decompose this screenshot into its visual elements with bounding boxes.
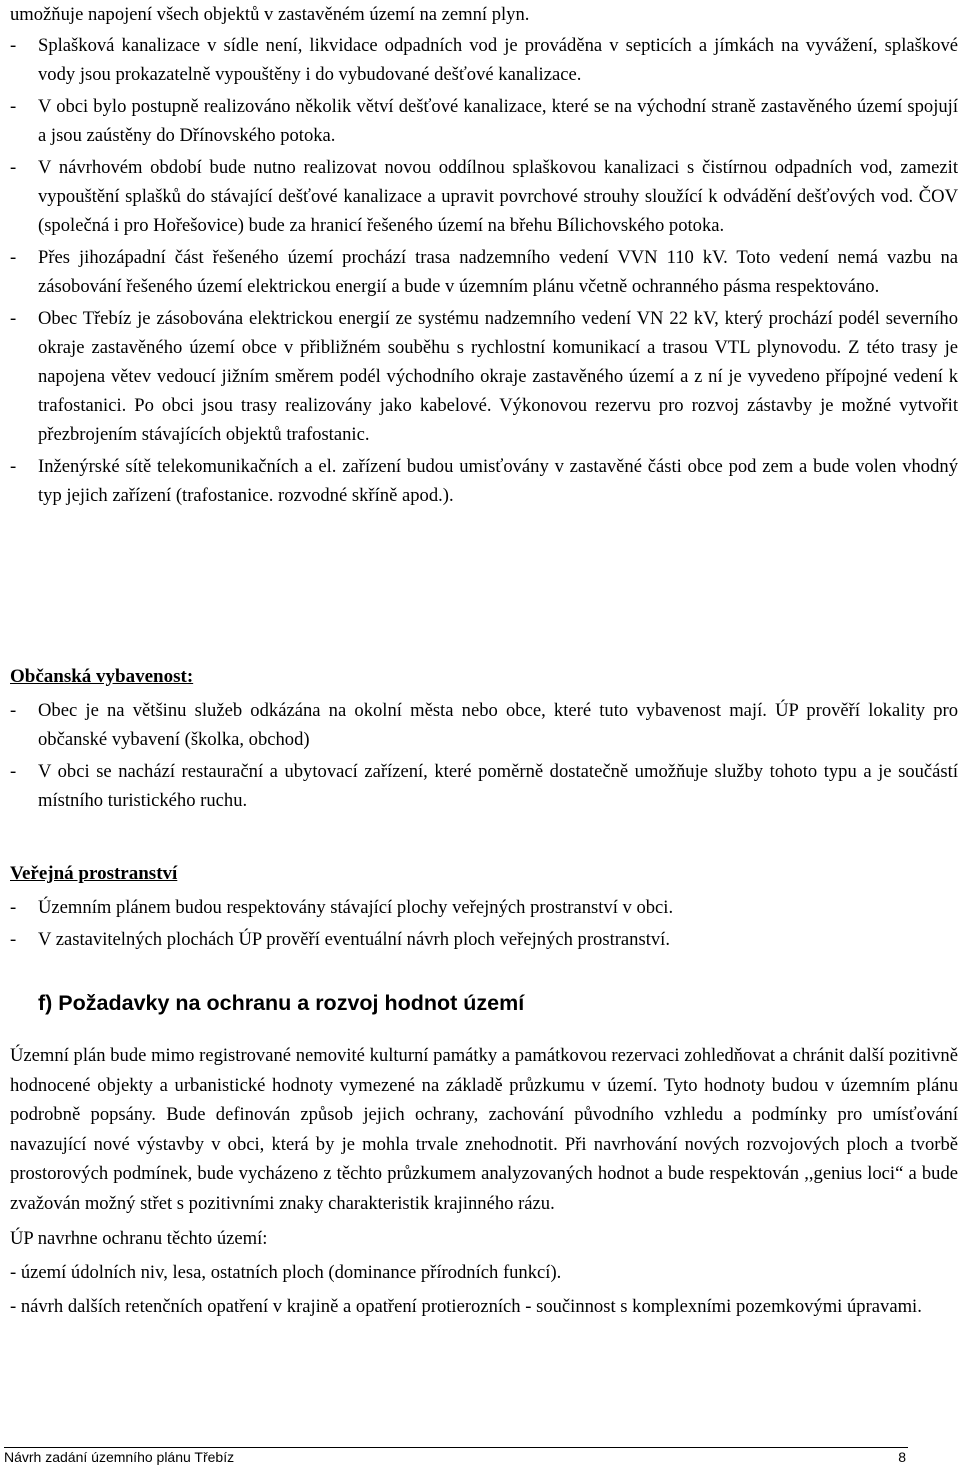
section-f-paragraph: Územní plán bude mimo registrované nemovité kulturní památky a památkovou rezervaci zohledňovat a chránit další pozitivně hodnocené objekty a urbanistické hodnoty vymezené na základě průzkumu v území. Tyto hodnoty budou v územním plánu podrobně popsány. Bude definován způsob jejich ochrany, zachování původního vzhledu a podmínky pro umísťování navazující nové výstavby v obci, která by je mohla trvale znehodnotit. Při navrhování nových rozvojových ploch a tvorbě prostorových podmínek, bude vycházeno z těchto průzkumem analyzovaných hodnot a bude respektován ,,genius loci“ a bude zvažován možný střet s pozitivními znaky charakteristik krajinného rázu.	[10, 1045, 958, 1214]
civic-amenities-section	[10, 662, 958, 818]
public-space-section	[10, 859, 958, 957]
list-item: - Obec Třebíz je zásobována elektrickou energií ze systému nadzemního vedení VN 22 kV, který prochází podél severního okraje zastavěného území obce v přibližném souběhu s rychlostní komunikací a trasou VTL plynovodu. Z této trasy je napojena větev vedoucí jižním směrem podél východního okraje zastavěného území a z ní je vyvedeno přípojné vedení k trafostanici. Po obci jsou trasy realizovány jako kabelové. Výkonovou rezervu pro rozvoj zástavby je možné vytvořit přezbrojením stávajících objektů trafostanic.	[10, 308, 958, 445]
list-item: - Přes jihozápadní část řešeného území prochází trasa nadzemního vedení VVN 110 kV. Toto vedení nemá vazbu na zásobování řešeného území elektrickou energií a bude v územním plánu včetně ochranného pásma respektováno.	[10, 247, 958, 297]
public-space-heading: Veřejná prostranství	[10, 863, 178, 884]
intro-line: umožňuje napojení všech objektů v zastavěném území na zemní plyn.	[10, 4, 530, 25]
list-item: - V návrhovém období bude nutno realizovat novou oddílnou splaškovou kanalizaci s čistírnou odpadních vod, zamezit vypouštění splašků do stávající dešťové kanalizace a upravit povrchové strouhy sloužící k odvádění dešťových vod. ČOV (společná i pro Hořešovice) bude za hranicí řešeného území na břehu Bílichovského potoka.	[10, 157, 958, 236]
footer-doc-title: Návrh zadání územního plánu Třebíz	[4, 1449, 235, 1465]
civic-heading: Občanská vybavenost:	[10, 666, 194, 687]
section-f-title: f) Požadavky na ochranu a rozvoj hodnot území	[38, 991, 525, 1015]
protect-item: - území údolních niv, lesa, ostatních ploch (dominance přírodních funkcí).	[10, 1262, 562, 1283]
infrastructure-list	[10, 31, 958, 513]
list-item: - Inženýrské sítě telekomunikačních a el. zařízení budou umisťovány v zastavěné části obce pod zem a bude volen vhodný typ jejich zařízení (trafostanice. rozvodné skříně apod.).	[10, 456, 958, 506]
list-item: - V obci bylo postupně realizováno několik větví dešťové kanalizace, které se na východní straně zastavěného území spojují a jsou zaústěny do Dřínovského potoka.	[10, 96, 958, 146]
list-item: - Obec je na většinu služeb odkázána na okolní města nebo obce, které tuto vybavenost mají. ÚP prověří lokality pro občanské vybavení (školka, obchod)	[10, 700, 958, 750]
section-f-body	[10, 1041, 958, 1321]
list-item: - Územním plánem budou respektovány stávající plochy veřejných prostranství v obci.	[10, 897, 674, 918]
list-item: - V obci se nachází restaurační a ubytovací zařízení, které poměrně dostatečně umožňuje služby tohoto typu a je součástí místního turistického ruchu.	[10, 761, 958, 811]
page-number: 8	[898, 1449, 906, 1465]
section-f-title-wrap	[38, 988, 958, 1018]
footer-rule	[4, 1447, 908, 1448]
page-footer	[4, 1449, 906, 1465]
protect-intro: ÚP navrhne ochranu těchto území:	[10, 1228, 268, 1249]
list-item: - Splašková kanalizace v sídle není, likvidace odpadních vod je prováděna v septicích a jímkách na vyvážení, splaškové vody jsou prokazatelně vypouštěny i do vybudované dešťové kanalizace.	[10, 35, 958, 85]
protect-item: - návrh dalších retenčních opatření v krajině a opatření protierozních - součinnost s komplexními pozemkovými úpravami.	[10, 1296, 922, 1317]
list-item: - V zastavitelných plochách ÚP prověří eventuální návrh ploch veřejných prostranství.	[10, 929, 670, 950]
